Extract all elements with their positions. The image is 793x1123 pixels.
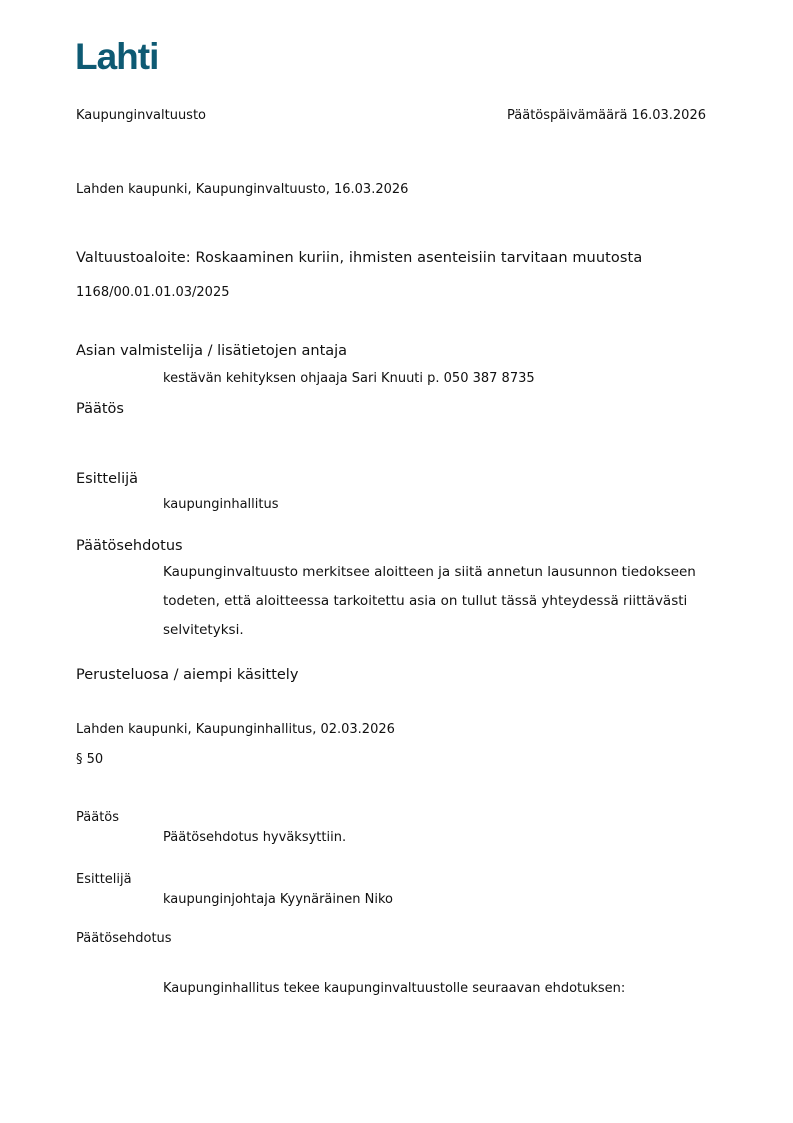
- preparer-heading: Asian valmistelija / lisätietojen antaja: [76, 343, 348, 359]
- proposal-heading-1: Päätösehdotus: [76, 538, 183, 554]
- presenter-heading-1: Esittelijä: [76, 471, 139, 487]
- preparer-value: kestävän kehityksen ohjaaja Sari Knuuti p. 050 387 8735: [163, 371, 535, 386]
- section-number: § 50: [76, 752, 104, 767]
- proposal-heading-2: Päätösehdotus: [76, 931, 172, 946]
- decision-heading-1: Päätös: [76, 401, 124, 417]
- decision-heading-2: Päätös: [76, 810, 120, 825]
- lahti-logo: Lahti: [75, 36, 159, 77]
- proposal-line-1: Kaupunginvaltuusto merkitsee aloitteen ja siitä annetun lausunnon tiedokseen: [163, 564, 696, 580]
- proposal-line-3: selvitetyksi.: [163, 622, 244, 638]
- meeting-line: Lahden kaupunki, Kaupunginvaltuusto, 16.03.2026: [76, 182, 409, 197]
- case-number: 1168/00.01.01.03/2025: [76, 285, 230, 300]
- document-title: Valtuustoaloite: Roskaaminen kuriin, ihmisten asenteisiin tarvitaan muutosta: [76, 250, 643, 266]
- decision-value-2: Päätösehdotus hyväksyttiin.: [163, 830, 347, 845]
- board-meeting-line: Lahden kaupunki, Kaupunginhallitus, 02.03.2026: [76, 722, 395, 737]
- presenter-heading-2: Esittelijä: [76, 872, 132, 887]
- proposal-line-2: todeten, että aloitteessa tarkoitettu asia on tullut tässä yhteydessä riittävästi: [163, 593, 688, 609]
- presenter-value-1: kaupunginhallitus: [163, 497, 279, 512]
- presenter-value-2: kaupunginjohtaja Kyynäräinen Niko: [163, 892, 393, 907]
- header-organ: Kaupunginvaltuusto: [76, 108, 207, 123]
- header-decision-date: Päätöspäivämäärä 16.03.2026: [507, 108, 706, 123]
- proposal-value-2: Kaupunginhallitus tekee kaupunginvaltuustolle seuraavan ehdotuksen:: [163, 981, 626, 996]
- background-heading: Perusteluosa / aiempi käsittely: [76, 667, 299, 683]
